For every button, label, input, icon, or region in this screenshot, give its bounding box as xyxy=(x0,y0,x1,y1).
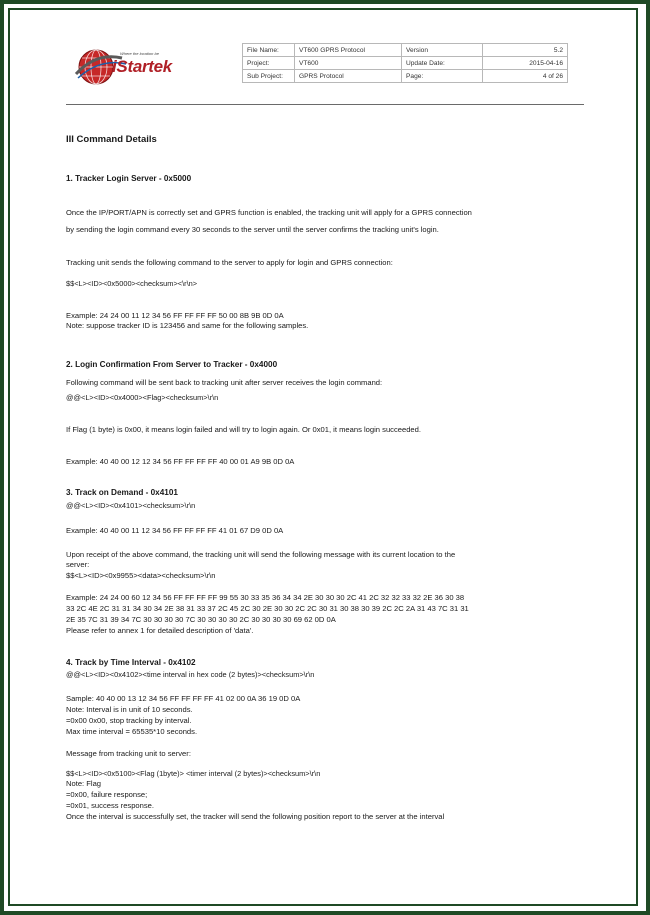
s4-note-2: =0x00 0x00, stop tracking by interval. xyxy=(66,716,192,725)
file-name-value: VT600 GPRS Protocol xyxy=(295,44,402,57)
s3-heading: 3. Track on Demand - 0x4101 xyxy=(66,488,178,497)
table-row xyxy=(243,57,568,70)
s2-paragraph-2: If Flag (1 byte) is 0x00, it means login failed and will try to login again. Or 0x01, it means login succeeded. xyxy=(66,425,421,434)
sub-project-label: Sub Project: xyxy=(243,70,295,83)
s4-final-paragraph: Once the interval is successfully set, the tracker will send the following position report to the server at the interval xyxy=(66,812,445,821)
s4-message-title: Message from tracking unit to server: xyxy=(66,749,191,758)
s4-note-3: Max time interval = 65535*10 seconds. xyxy=(66,727,198,736)
update-date-value: 2015-04-16 xyxy=(483,57,568,70)
s3-example-line3: 2E 35 7C 31 39 34 7C 30 30 30 30 7C 30 30 30 30 2C 30 30 30 30 69 62 0D 0A xyxy=(66,615,336,624)
s4-flag-failure: =0x00, failure response; xyxy=(66,790,148,799)
s1-example: Example: 24 24 00 11 12 34 56 FF FF FF FF 50 00 8B 9B 0D 0A xyxy=(66,311,284,320)
s3-annex-reference: Please refer to annex 1 for detailed description of 'data'. xyxy=(66,626,254,635)
page-value: 4 of 26 xyxy=(483,70,568,83)
s3-example-line2: 33 2C 4E 2C 31 31 34 30 34 2E 38 31 33 37 2C 45 2C 30 2E 30 30 2C 2C 30 31 30 38 30 39 2C 2C 2A 31 43 7C 31 31 xyxy=(66,604,469,613)
s1-heading: 1. Tracker Login Server - 0x5000 xyxy=(66,174,192,183)
s3-command: @@<L><ID><0x4101><checksum>\r\n xyxy=(66,501,196,510)
s1-paragraph-line2: by sending the login command every 30 seconds to the server until the server confirms the tracking unit's login. xyxy=(66,225,439,234)
header-divider xyxy=(66,104,584,105)
table-row xyxy=(243,70,568,83)
s4-flag-success: =0x01, success response. xyxy=(66,801,155,810)
s2-heading: 2. Login Confirmation From Server to Tracker - 0x4000 xyxy=(66,360,278,369)
document-info-table xyxy=(242,43,568,83)
s3-example: Example: 40 40 00 11 12 34 56 FF FF FF FF 41 01 67 D9 0D 0A xyxy=(66,526,284,535)
version-label: Version xyxy=(402,44,483,57)
s4-note-1: Note: Interval is in unit of 10 seconds. xyxy=(66,705,193,714)
section-title: III Command Details xyxy=(66,134,157,145)
version-value: 5.2 xyxy=(483,44,568,57)
s1-paragraph-2: Tracking unit sends the following command to the server to apply for login and GPRS connection: xyxy=(66,258,393,267)
s3-message-format: $$<L><ID><0x9955><data><checksum>\r\n xyxy=(66,571,216,580)
s2-example: Example: 40 40 00 12 12 34 56 FF FF FF FF 40 00 01 A9 9B 0D 0A xyxy=(66,457,295,466)
s3-example-line1: Example: 24 24 00 60 12 34 56 FF FF FF FF 99 55 30 33 35 36 34 34 2E 30 30 30 2C 41 2C 32 32 33 32 2E 36 30 38 xyxy=(66,593,465,602)
s3-paragraph-line1: Upon receipt of the above command, the tracking unit will send the following message with its current location to the xyxy=(66,550,456,559)
s2-paragraph-1: Following command will be sent back to tracking unit after server receives the login command: xyxy=(66,378,383,387)
table-row xyxy=(243,44,568,57)
project-label: Project: xyxy=(243,57,295,70)
s4-note-flag: Note: Flag xyxy=(66,779,102,788)
s3-paragraph-line2: server: xyxy=(66,560,90,569)
page-label: Page: xyxy=(402,70,483,83)
s1-note: Note: suppose tracker ID is 123456 and same for the following samples. xyxy=(66,321,309,330)
logo-text: iStartek xyxy=(112,57,172,76)
update-date-label: Update Date: xyxy=(402,57,483,70)
s4-command: @@<L><ID><0x4102><time interval in hex code (2 bytes)><checksum>\r\n xyxy=(66,670,315,679)
logo-tagline: Where the location be xyxy=(120,51,159,56)
s4-heading: 4. Track by Time Interval - 0x4102 xyxy=(66,658,196,667)
file-name-label: File Name: xyxy=(243,44,295,57)
s4-message-format: $$<L><ID><0x5100><Flag (1byte)> <timer interval (2 bytes)><checksum>\r\n xyxy=(66,769,321,778)
project-value: VT600 xyxy=(295,57,402,70)
s2-command: @@<L><ID><0x4000><Flag><checksum>\r\n xyxy=(66,393,219,402)
s1-command: $$<L><ID><0x5000><checksum><\r\n> xyxy=(66,279,198,288)
s4-sample: Sample: 40 40 00 13 12 34 56 FF FF FF FF 41 02 00 0A 36 19 0D 0A xyxy=(66,694,301,703)
sub-project-value: GPRS Protocol xyxy=(295,70,402,83)
s1-paragraph-line1: Once the IP/PORT/APN is correctly set and GPRS function is enabled, the tracking unit will apply for a GPRS connection xyxy=(66,208,472,217)
